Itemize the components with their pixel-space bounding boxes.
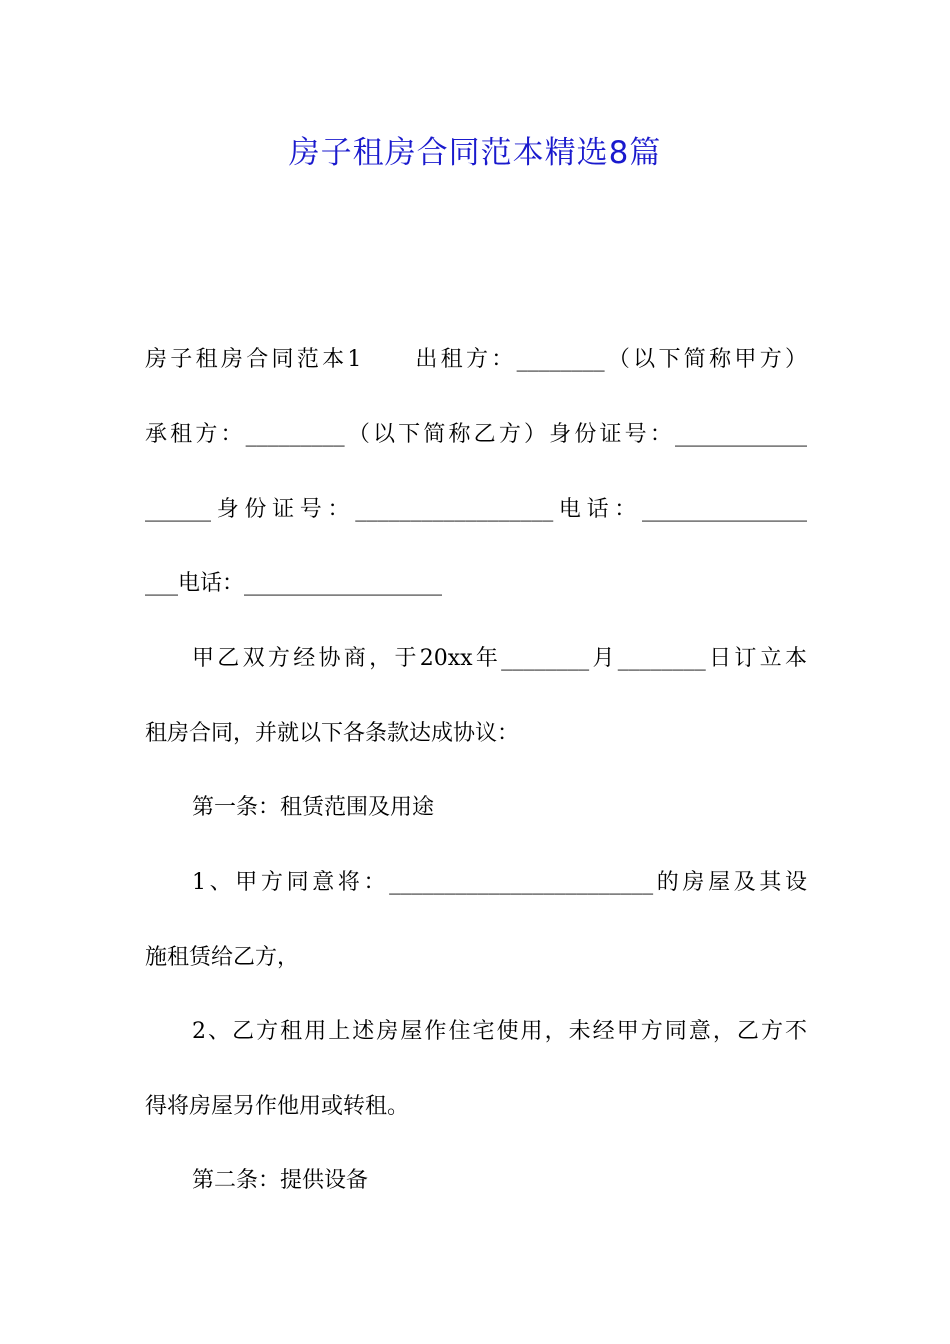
text-line-4: ___电话：__________________ [145,571,443,596]
text-line-1: 房子租房合同范本1 出租方：________（以下简称甲方） [145,347,807,372]
text-line-9: 施租赁给乙方， [145,945,300,970]
text-line-8: 1、甲方同意将：________________________的房屋及其设 [192,870,807,895]
section-heading-1: 第一条：租赁范围及用途 [192,795,435,820]
text-line-6: 租房合同，并就以下各条款达成协议： [145,721,520,746]
text-line-3: ______身份证号：__________________电话：_______________ [145,497,807,522]
text-line-5: 甲乙双方经协商，于20xx年________月________日订立本 [192,646,807,671]
text-line-11: 得将房屋另作他用或转租。 [145,1094,410,1119]
section-heading-2: 第二条：提供设备 [192,1168,369,1193]
text-line-2: 承租方：_________（以下简称乙方）身份证号：____________ [145,422,807,447]
text-line-10: 2、乙方租用上述房屋作住宅使用，未经甲方同意，乙方不 [192,1019,807,1044]
document-title: 房子租房合同范本精选8篇 [288,135,662,171]
